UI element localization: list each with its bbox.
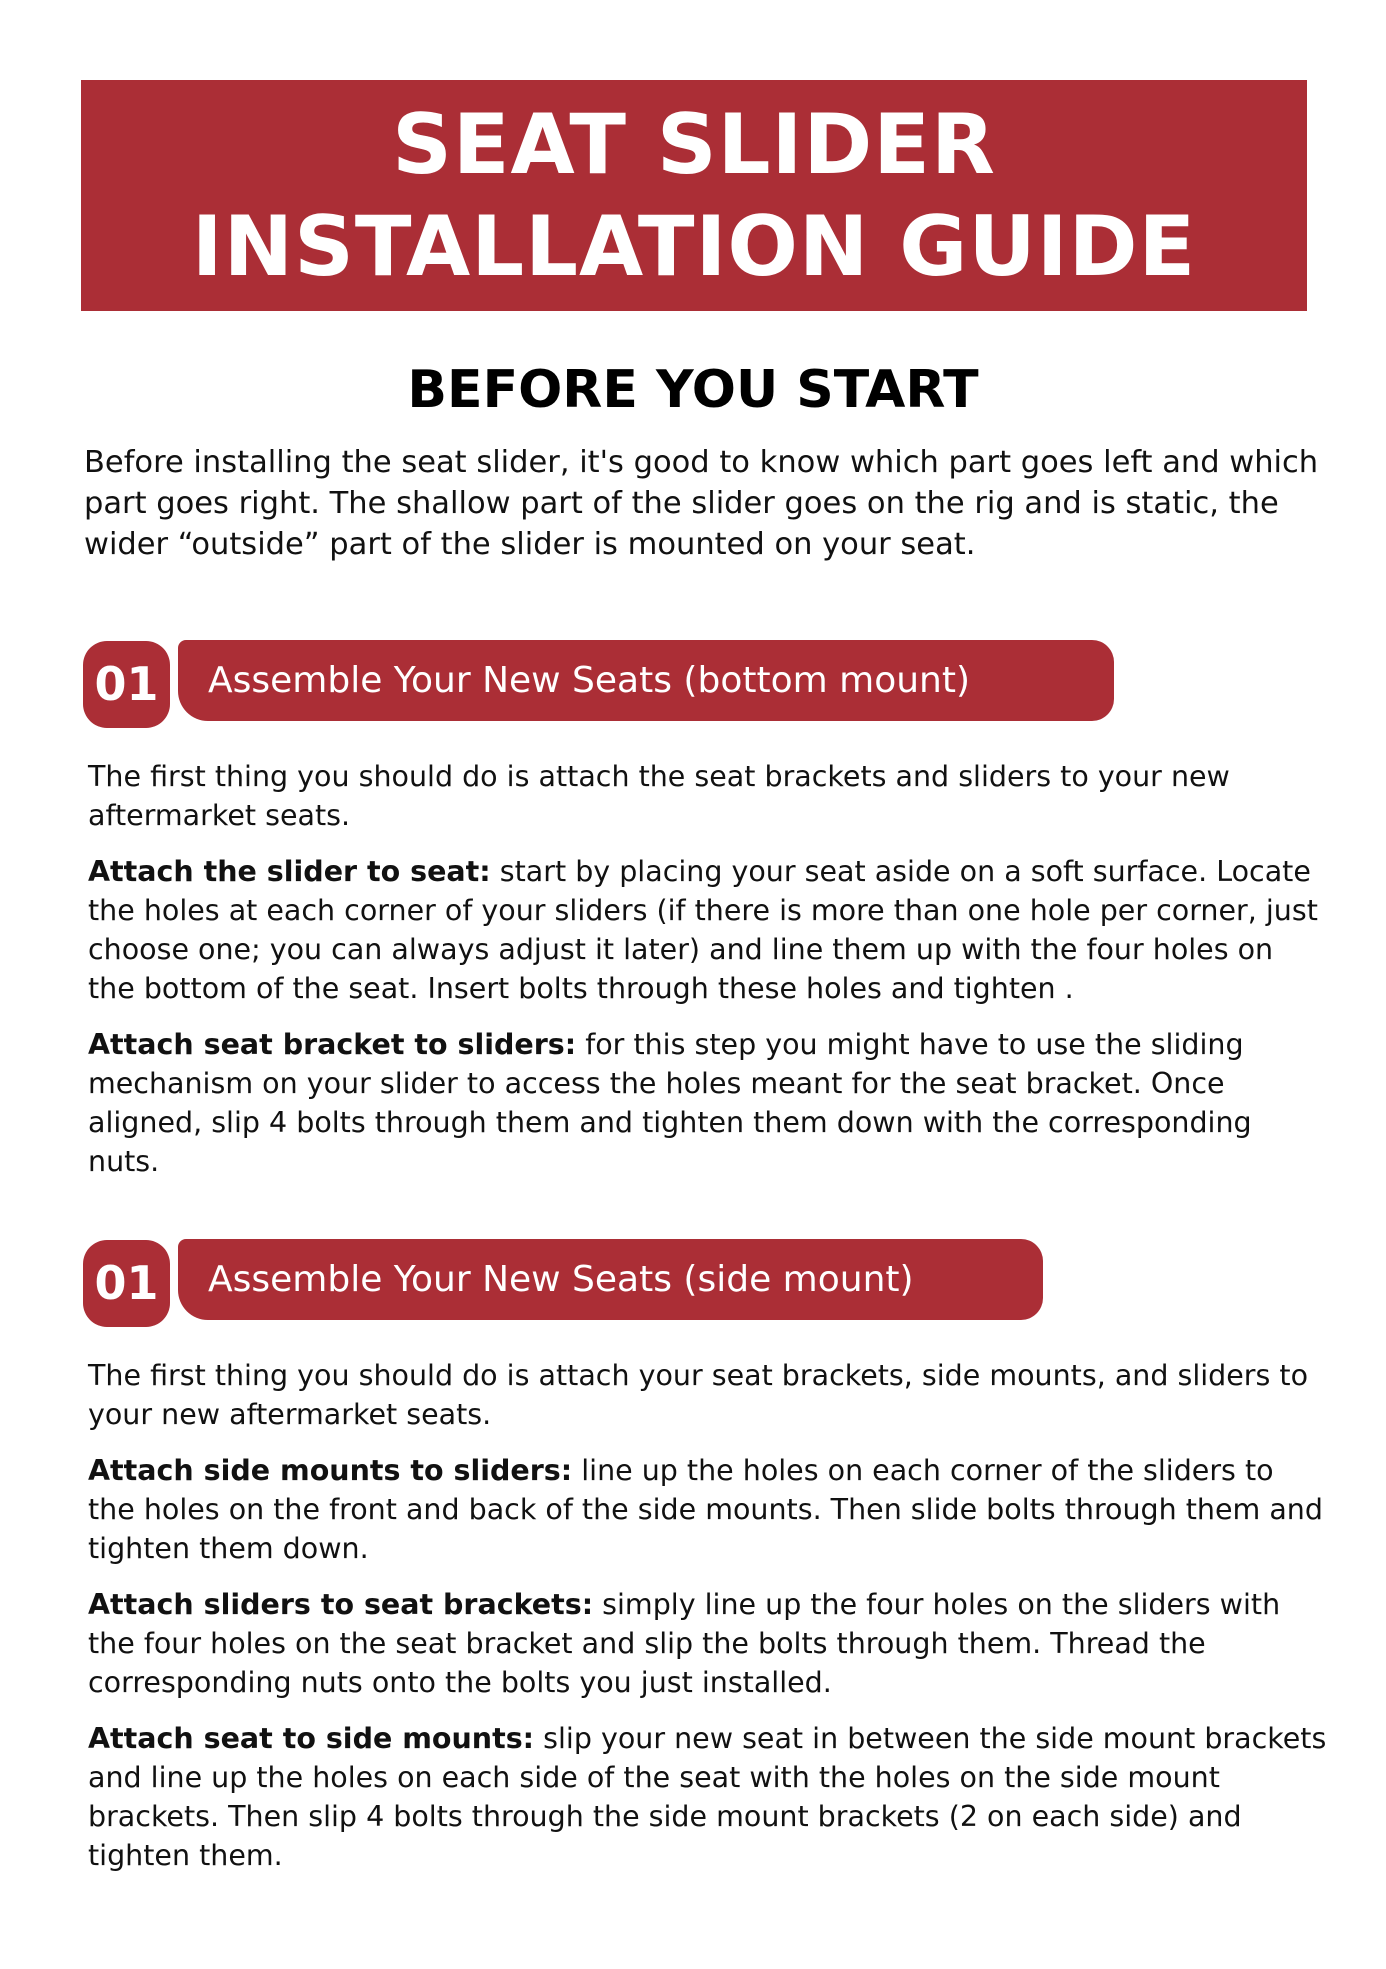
paragraph-lead: Attach the slider to seat:	[88, 855, 491, 888]
title-banner	[81, 80, 1307, 311]
section-paragraph	[88, 1585, 1328, 1702]
paragraph-lead: Attach side mounts to sliders:	[88, 1454, 573, 1487]
section-paragraph	[88, 852, 1328, 1008]
step-title-bar: Assemble Your New Seats (bottom mount)	[178, 640, 1114, 721]
step-number-badge: 01	[83, 641, 170, 728]
section-body-bottom-mount	[88, 757, 1328, 1198]
paragraph-text: line up the holes on each corner of the sliders to the holes on the front and back of the side mounts. Then slide bolts through them and tighten them down.	[88, 1454, 1323, 1565]
paragraph-text: for this step you might have to use the sliding mechanism on your slider to access the holes meant for the seat bracket. Once aligned, slip 4 bolts through them and tighten them down with the corresponding nuts.	[88, 1028, 1252, 1178]
section-paragraph	[88, 1451, 1328, 1568]
paragraph-lead: Attach sliders to seat brackets:	[88, 1588, 594, 1621]
section-paragraph	[88, 757, 1328, 835]
section-paragraph	[88, 1719, 1328, 1875]
step-number-badge: 01	[83, 1240, 170, 1327]
title-line-2: INSTALLATION GUIDE	[191, 198, 1197, 295]
paragraph-text: simply line up the four holes on the sliders with the four holes on the seat bracket and slip the bolts through them. Thread the corresponding nuts onto the bolts you just installed.	[88, 1588, 1281, 1699]
section-body-side-mount	[88, 1356, 1328, 1892]
paragraph-text: The first thing you should do is attach your seat brackets, side mounts, and sliders to your new aftermarket seats.	[88, 1359, 1309, 1431]
paragraph-lead: Attach seat bracket to sliders:	[88, 1028, 577, 1061]
paragraph-text: slip your new seat in between the side mount brackets and line up the holes on each side of the seat with the holes on the side mount brackets. Then slip 4 bolts through the side mount brackets (2 on each side) and tighten them.	[88, 1722, 1327, 1872]
section-paragraph	[88, 1025, 1328, 1181]
section-paragraph	[88, 1356, 1328, 1434]
intro-paragraph: Before installing the seat slider, it's good to know which part goes left and which part goes right. The shallow part of the slider goes on the rig and is static, the wider “outside” part of the slider is mounted on your seat.	[84, 445, 1319, 562]
paragraph-text: start by placing your seat aside on a soft surface. Locate the holes at each corner of your sliders (if there is more than one hole per corner, just choose one; you can always adjust it later) and line them up with the four holes on the bottom of the seat. Insert bolts through these holes and tighten .	[88, 855, 1318, 1005]
step-title-bar: Assemble Your New Seats (side mount)	[178, 1239, 1043, 1320]
before-you-start-heading: BEFORE YOU START	[407, 360, 979, 420]
title-line-1: SEAT SLIDER	[392, 96, 996, 193]
paragraph-text: The first thing you should do is attach the seat brackets and sliders to your new aftermarket seats.	[88, 760, 1230, 832]
paragraph-lead: Attach seat to side mounts:	[88, 1722, 535, 1755]
